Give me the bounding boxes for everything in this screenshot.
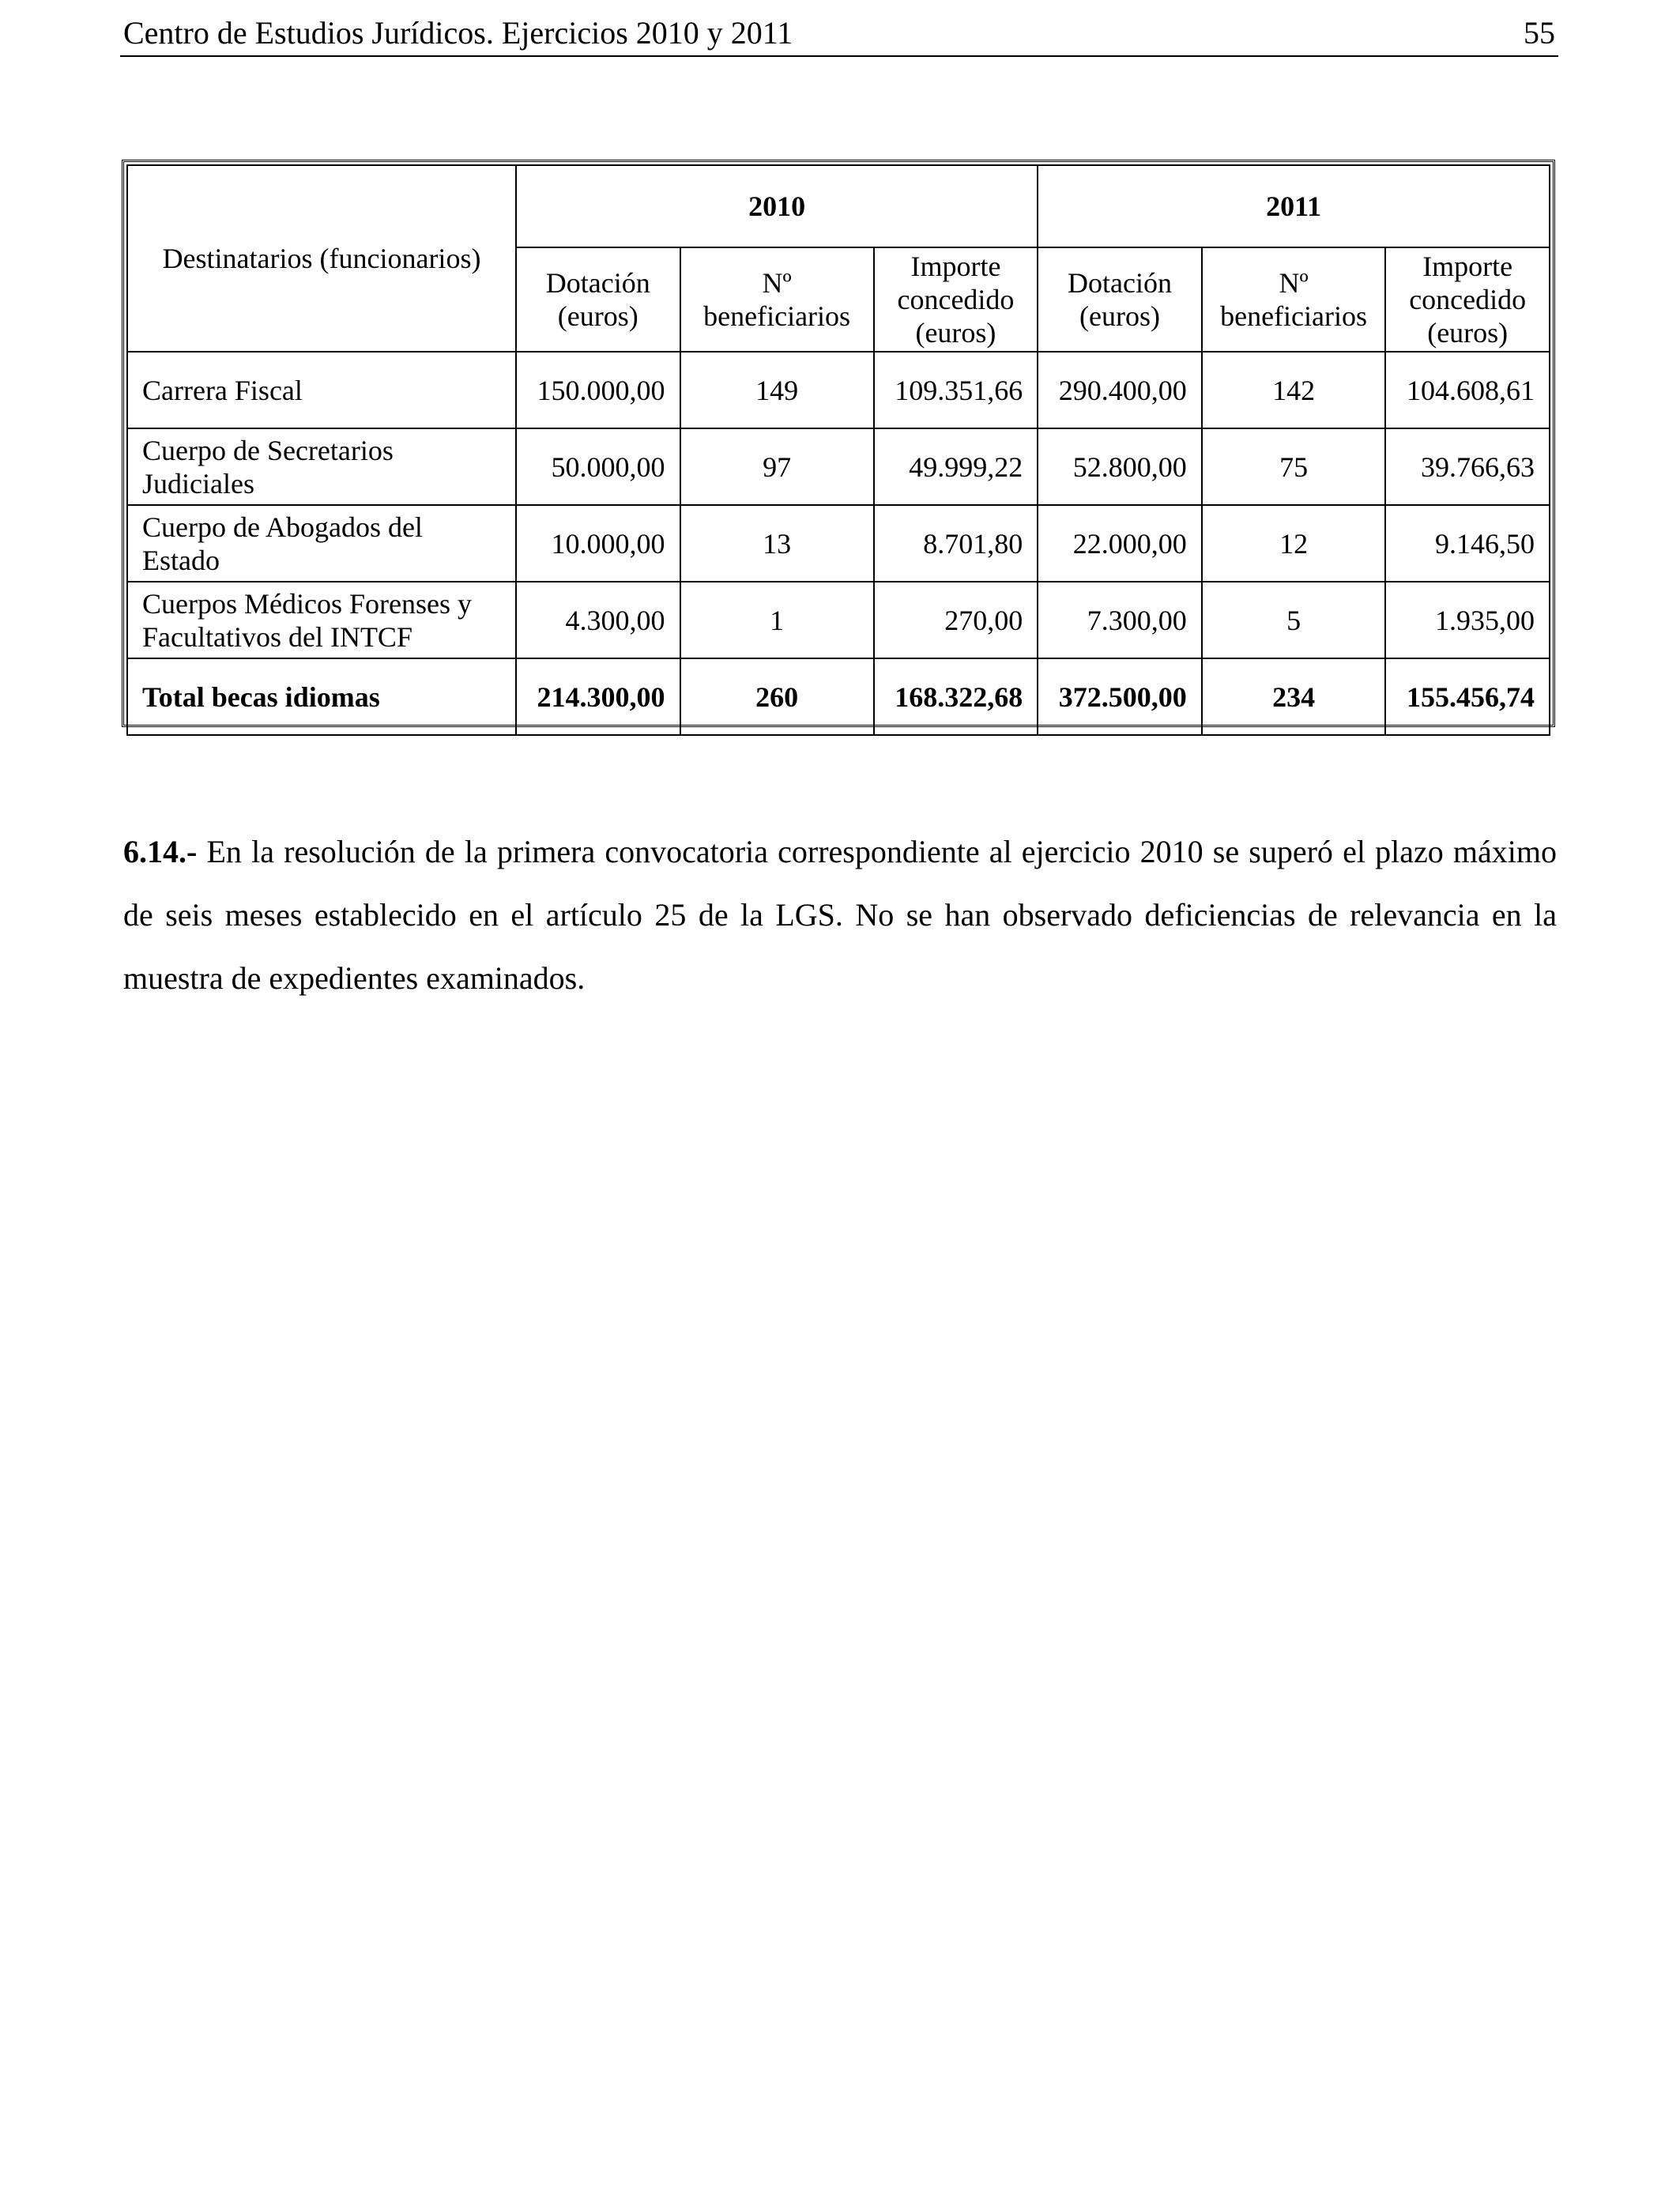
- cell-importe-2011: 1.935,00: [1385, 582, 1550, 658]
- col-header-line: beneficiarios: [703, 300, 851, 332]
- row-label-line: Cuerpo de Secretarios: [142, 434, 394, 466]
- cell-beneficiarios-2010: 149: [680, 352, 874, 428]
- total-label: Total becas idiomas: [127, 658, 516, 735]
- table-row: [127, 582, 1550, 658]
- total-dotacion-2011: 372.500,00: [1038, 658, 1202, 735]
- cell-importe-2010: 270,00: [874, 582, 1038, 658]
- row-header-destinatarios: Destinatarios (funcionarios): [127, 165, 516, 352]
- col-header-line: Importe: [910, 251, 1001, 282]
- cell-importe-2010: 8.701,80: [874, 505, 1038, 582]
- cell-beneficiarios-2010: 97: [680, 428, 874, 505]
- col-header-dotacion-2011: [1038, 247, 1202, 352]
- table-row: [127, 428, 1550, 505]
- cell-dotacion-2011: 52.800,00: [1038, 428, 1202, 505]
- col-header-beneficiarios-2011: [1202, 247, 1386, 352]
- table-total-row: [127, 658, 1550, 735]
- year-header-2010: 2010: [516, 165, 1038, 247]
- cell-beneficiarios-2011: 5: [1202, 582, 1386, 658]
- col-header-dotacion-2010: [516, 247, 680, 352]
- col-header-importe-2010: [874, 247, 1038, 352]
- cell-dotacion-2010: 50.000,00: [516, 428, 680, 505]
- col-header-line: Dotación: [545, 267, 650, 299]
- cell-beneficiarios-2010: 13: [680, 505, 874, 582]
- row-label: [127, 582, 516, 658]
- row-label-line: Cuerpo de Abogados del: [142, 511, 423, 543]
- row-label: [127, 505, 516, 582]
- cell-importe-2011: 9.146,50: [1385, 505, 1550, 582]
- cell-dotacion-2011: 22.000,00: [1038, 505, 1202, 582]
- table-row: [127, 505, 1550, 582]
- row-label-line: Facultativos del INTCF: [142, 620, 412, 653]
- cell-importe-2011: 39.766,63: [1385, 428, 1550, 505]
- cell-dotacion-2010: 150.000,00: [516, 352, 680, 428]
- col-header-line: concedido: [1409, 284, 1527, 315]
- paragraph-text: En la resolución de la primera convocatoria correspondiente al ejercicio 2010 se superó el plazo máximo de seis meses establecido en el artículo 25 de la LGS. No se han observado deficiencias de relevancia en la muestra de expedientes examinados.: [123, 834, 1558, 996]
- row-label-line: Estado: [142, 544, 220, 576]
- scholarship-table-frame: [122, 160, 1555, 727]
- cell-dotacion-2010: 10.000,00: [516, 505, 680, 582]
- total-importe-2010: 168.322,68: [874, 658, 1038, 735]
- col-header-importe-2011: [1385, 247, 1550, 352]
- cell-importe-2011: 104.608,61: [1385, 352, 1550, 428]
- table-row: [127, 352, 1550, 428]
- year-header-2011: 2011: [1038, 165, 1550, 247]
- col-header-line: Dotación: [1068, 267, 1172, 299]
- cell-beneficiarios-2011: 142: [1202, 352, 1386, 428]
- row-label-line: Cuerpos Médicos Forenses y: [142, 587, 472, 620]
- col-header-line: (euros): [915, 317, 996, 349]
- cell-dotacion-2010: 4.300,00: [516, 582, 680, 658]
- page-header: [120, 11, 1558, 57]
- row-label: [127, 428, 516, 505]
- cell-beneficiarios-2010: 1: [680, 582, 874, 658]
- cell-beneficiarios-2011: 75: [1202, 428, 1386, 505]
- cell-dotacion-2011: 290.400,00: [1038, 352, 1202, 428]
- header-title: Centro de Estudios Jurídicos. Ejercicios 2010 y 2011: [123, 15, 793, 51]
- col-header-line: beneficiarios: [1220, 300, 1368, 332]
- page-number: 55: [1524, 15, 1555, 51]
- scholarship-table: [126, 164, 1550, 736]
- body-paragraph: [123, 820, 1557, 1010]
- cell-importe-2010: 109.351,66: [874, 352, 1038, 428]
- col-header-line: Importe: [1422, 251, 1513, 282]
- col-header-line: concedido: [897, 284, 1015, 315]
- col-header-line: (euros): [1427, 317, 1509, 349]
- total-importe-2011: 155.456,74: [1385, 658, 1550, 735]
- cell-beneficiarios-2011: 12: [1202, 505, 1386, 582]
- cell-dotacion-2011: 7.300,00: [1038, 582, 1202, 658]
- cell-importe-2010: 49.999,22: [874, 428, 1038, 505]
- total-beneficiarios-2010: 260: [680, 658, 874, 735]
- col-header-line: Nº: [762, 267, 792, 299]
- total-dotacion-2010: 214.300,00: [516, 658, 680, 735]
- col-header-beneficiarios-2010: [680, 247, 874, 352]
- total-beneficiarios-2011: 234: [1202, 658, 1386, 735]
- paragraph-number: 6.14.-: [123, 834, 198, 869]
- row-label: Carrera Fiscal: [127, 352, 516, 428]
- col-header-line: (euros): [1079, 300, 1160, 332]
- col-header-line: Nº: [1279, 267, 1309, 299]
- col-header-line: (euros): [557, 300, 638, 332]
- row-label-line: Judiciales: [142, 467, 254, 499]
